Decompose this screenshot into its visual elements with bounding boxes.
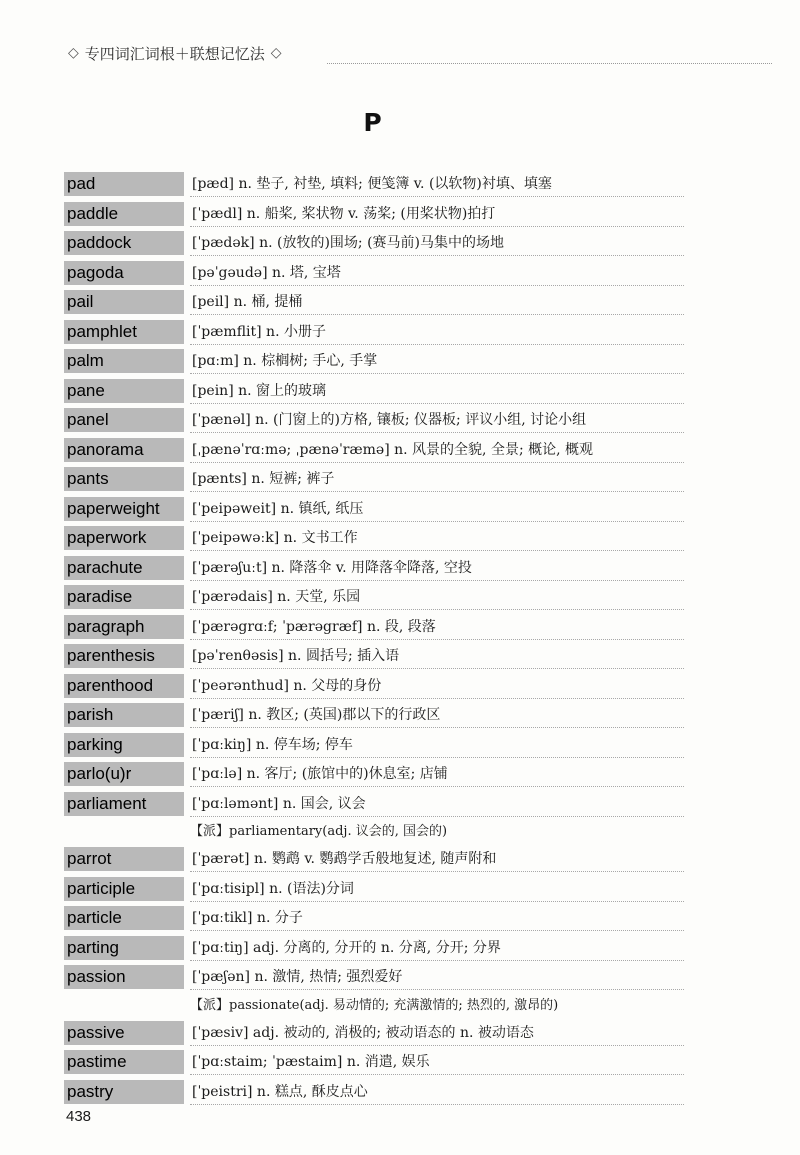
headword: pants [64,467,184,491]
vocab-entry [64,1080,684,1105]
definition: [ˈpærədais] n. 天堂, 乐园 [190,585,684,610]
headword: panel [64,408,184,432]
definition: [ˈpeərənthud] n. 父母的身份 [190,674,684,699]
headword: parenthesis [64,644,184,668]
vocab-entry [64,320,684,345]
vocab-entry [64,792,684,817]
vocab-entry [64,556,684,581]
vocab-entry [64,877,684,902]
headword: panorama [64,438,184,462]
headword: paperwork [64,526,184,550]
running-header [62,40,772,66]
definition: [ˈpɑːkiŋ] n. 停车场; 停车 [190,733,684,758]
definition: [ˈpɑːləmənt] n. 国会, 议会 [190,792,684,817]
definition: [ˈpɑːtikl] n. 分子 [190,906,684,931]
vocab-entry [64,438,684,463]
definition: [ˈpædl] n. 船桨, 桨状物 v. 荡桨; (用桨状物)拍打 [190,202,684,227]
headword: pad [64,172,184,196]
vocab-entry [64,585,684,610]
headword: parenthood [64,674,184,698]
diamond-icon: ◇ [68,45,79,61]
definition: [ˈpæriʃ] n. 教区; (英国)郡以下的行政区 [190,703,684,728]
definition: [pænts] n. 短裤; 裤子 [190,467,684,492]
headword: passive [64,1021,184,1045]
headword: passion [64,965,184,989]
headword: parrot [64,847,184,871]
vocab-entry [64,349,684,374]
definition: [ˈpæmflit] n. 小册子 [190,320,684,345]
vocab-entry [64,290,684,315]
vocab-entry [64,231,684,256]
vocab-entry [64,936,684,961]
diamond-icon: ◇ [270,45,282,61]
section-letter: P [363,108,382,137]
headword: parking [64,733,184,757]
vocab-entry [64,1050,684,1075]
headword: parliament [64,792,184,816]
vocab-entry [64,408,684,433]
definition: [pɑːm] n. 棕榈树; 手心, 手掌 [190,349,684,374]
vocabulary-list [64,172,684,1109]
headword: parish [64,703,184,727]
derivative-note: 【派】passionate(adj. 易动情的; 充满激情的; 热烈的, 激昂的) [190,997,559,1013]
vocab-entry [64,379,684,404]
headword: participle [64,877,184,901]
header-title: 专四词汇词根＋联想记忆法 [84,44,265,63]
headword: pastime [64,1050,184,1074]
definition: [pəˈgəudə] n. 塔, 宝塔 [190,261,684,286]
headword: palm [64,349,184,373]
headword: pastry [64,1080,184,1104]
headword: pane [64,379,184,403]
definition: [ˈpæsiv] adj. 被动的, 消极的; 被动语态的 n. 被动语态 [190,1021,684,1046]
definition: [ˈpɑːlə] n. 客厅; (旅馆中的)休息室; 店铺 [190,762,684,787]
definition: [ˈpædək] n. (放牧的)围场; (赛马前)马集中的场地 [190,231,684,256]
vocab-entry [64,906,684,931]
headword: paperweight [64,497,184,521]
headword: parting [64,936,184,960]
vocab-entry [64,467,684,492]
vocab-entry [64,202,684,227]
definition: [ˈpɑːtisipl] n. (语法)分词 [190,877,684,902]
definition: [ˈpɑːtiŋ] adj. 分离的, 分开的 n. 分离, 分开; 分界 [190,936,684,961]
definition: [ˌpænəˈrɑːmə; ˌpænəˈræmə] n. 风景的全貌, 全景; 概论, 概观 [190,438,684,463]
definition: [ˈpeistri] n. 糕点, 酥皮点心 [190,1080,684,1105]
vocab-entry [64,172,684,197]
definition: [ˈpærəʃuːt] n. 降落伞 v. 用降落伞降落, 空投 [190,556,684,581]
definition: [ˈpærət] n. 鹦鹉 v. 鹦鹉学舌般地复述, 随声附和 [190,847,684,872]
vocab-entry [64,1021,684,1046]
definition: [pæd] n. 垫子, 衬垫, 填料; 便笺簿 v. (以软物)衬填、填塞 [190,172,684,197]
vocab-entry [64,703,684,728]
vocab-entry [64,261,684,286]
vocab-entry [64,847,684,872]
definition: [ˈpænəl] n. (门窗上的)方格, 镶板; 仪器板; 评议小组, 讨论小组 [190,408,684,433]
vocab-entry [64,674,684,699]
vocab-entry [64,615,684,640]
page-number: 438 [66,1108,92,1125]
definition: [pein] n. 窗上的玻璃 [190,379,684,404]
vocab-entry [64,965,684,990]
headword: parachute [64,556,184,580]
definition: [ˈpeipəwəːk] n. 文书工作 [190,526,684,551]
definition: [peil] n. 桶, 提桶 [190,290,684,315]
vocab-entry [64,644,684,669]
headword: pagoda [64,261,184,285]
vocab-entry [64,762,684,787]
definition: [ˈpærəgrɑːf; ˈpærəgræf] n. 段, 段落 [190,615,684,640]
vocab-entry [64,497,684,522]
header-rule [327,63,772,64]
definition: [ˈpeipəweit] n. 镇纸, 纸压 [190,497,684,522]
vocab-entry [64,526,684,551]
headword: paddle [64,202,184,226]
headword: particle [64,906,184,930]
headword: paddock [64,231,184,255]
headword: pamphlet [64,320,184,344]
headword: paradise [64,585,184,609]
definition: [pəˈrenθəsis] n. 圆括号; 插入语 [190,644,684,669]
vocab-entry [64,733,684,758]
headword: pail [64,290,184,314]
definition: [ˈpɑːstaim; ˈpæstaim] n. 消遣, 娱乐 [190,1050,684,1075]
headword: parlo(u)r [64,762,184,786]
definition: [ˈpæʃən] n. 激情, 热情; 强烈爱好 [190,965,684,990]
derivative-note: 【派】parliamentary(adj. 议会的, 国会的) [190,824,448,839]
headword: paragraph [64,615,184,639]
